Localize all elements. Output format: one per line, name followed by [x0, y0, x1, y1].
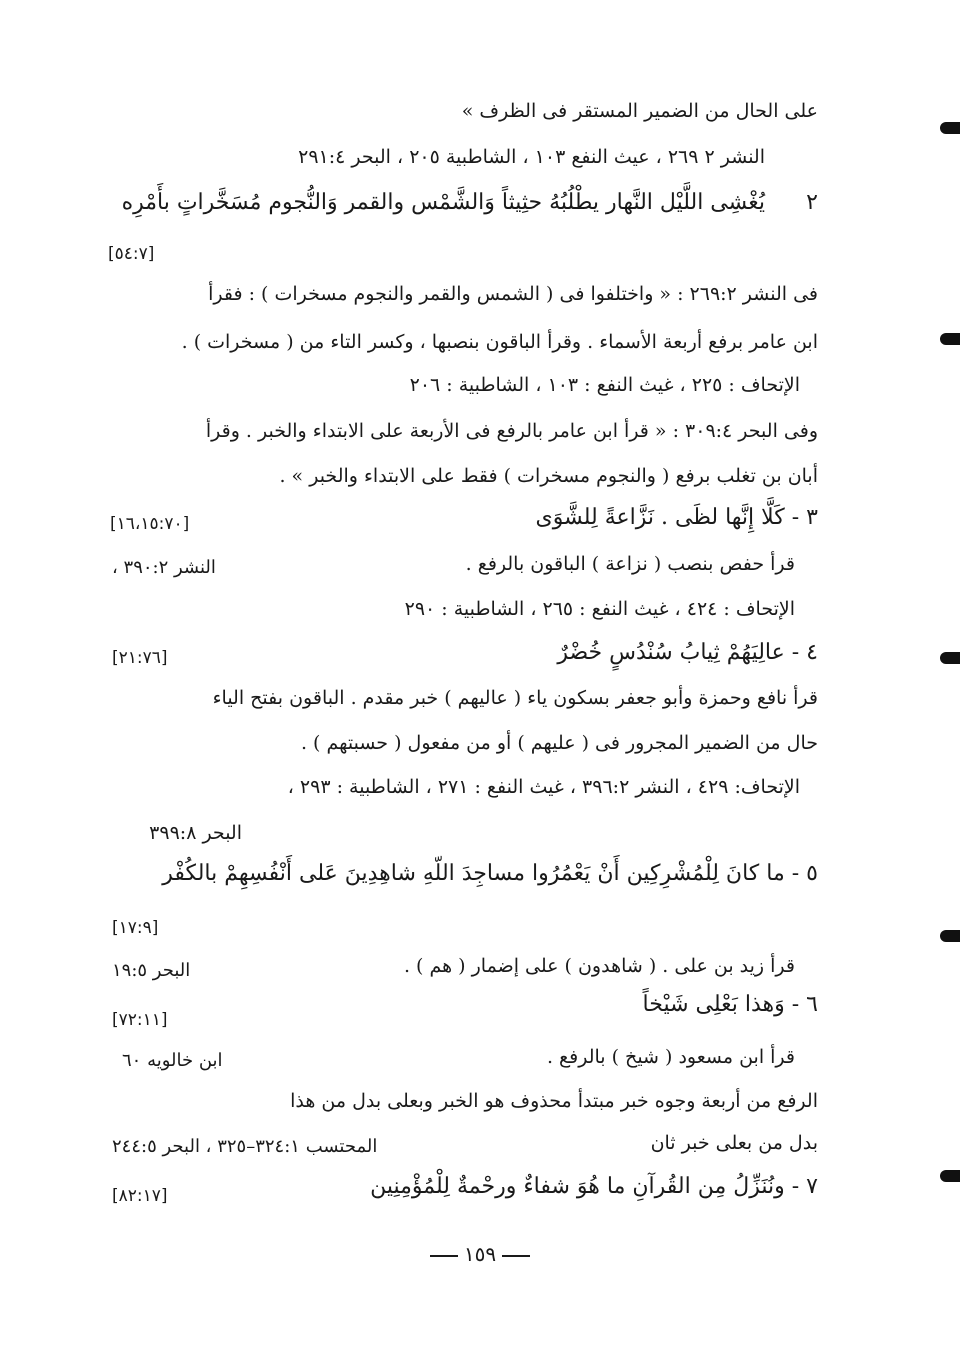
binding-mark	[940, 333, 960, 345]
text-line: حال من الضمير المجرور فى ( عليهم ) أو من مفعول ( حسبتهم ) .	[300, 732, 818, 754]
verse-number: ٢	[806, 190, 818, 215]
verse-reference: [٥٤:٧]	[108, 244, 155, 264]
text-line: أبان بن تغلب برفع ( والنجوم مسخرات ) فقط على الابتداء والخبر » .	[279, 465, 818, 487]
text-line: على الحال من الضمير المستقر فى الظرف »	[461, 100, 818, 122]
text-line: قرأ زيد بن على . ( شاهدون ) على إضمار ( هم ) .	[403, 955, 795, 977]
quran-verse: ٣ - كَلَّا إِنَّها لظَى . نَزَّاعةً لِلشَّوَى	[535, 505, 818, 530]
verse-reference: [١٧:٩]	[112, 918, 159, 938]
text-line: قرأ ابن مسعود ( شيخ ) بالرفع .	[546, 1046, 795, 1068]
verse-reference: [١٦،١٥:٧٠]	[110, 514, 190, 534]
quran-verse: ٥ - ما كانَ لِلْمُشْرِكِين أَنْ يَعْمُرُوا مساجِدَ اللّهِ شاهِدِينَ عَلى أَنْفُسِهِمْ بالكُفْر	[162, 861, 818, 886]
quran-verse: ٤ - عالِيَهُمْ ثِيابُ سُنْدُسٍ خُضْرٌ	[557, 640, 818, 665]
text-line: النشر ٢ ٢٦٩ ، عيث النفع ١٠٣ ، الشاطبية ٢٠٥ ، البحر ٢٩١:٤	[298, 146, 765, 168]
verse-reference: [٢١:٧٦]	[112, 648, 168, 668]
text-line: ابن عامر برفع أربعة الأسماء . وقرأ الباقون بنصبها ، وكسر التاء من ( مسخرات ) .	[181, 331, 818, 353]
text-line: الإتحاف: ٤٢٩ ، النشر ٣٩٦:٢ ، غيث النفع : ٢٧١ ، الشاطبية : ٢٩٣ ،	[287, 776, 800, 798]
page-number	[0, 1242, 960, 1266]
page-number-value: ١٥٩	[463, 1242, 497, 1266]
verse-reference: [٨٢:١٧]	[112, 1186, 168, 1206]
quran-verse: ٧ - ونُنَزِّلُ مِن القُرآنِ ما هُوَ شفاءٌ ورحْمةٌ لِلْمُؤْمِنِين	[370, 1174, 818, 1199]
source-citation: المحتسب ٣٢٤:١–٣٢٥ ، البحر ٢٤٤:٥	[112, 1136, 378, 1157]
source-citation: البحر ١٩:٥	[112, 960, 191, 981]
text-line: الإتحاف : ٢٢٥ ، غيث النفع : ١٠٣ ، الشاطبية : ٢٠٦	[409, 374, 800, 396]
binding-mark	[940, 122, 960, 134]
quran-verse: ٦ - وَهذا بَعْلِى شَيْخاً	[642, 992, 818, 1017]
verse-reference: [٧٢:١١]	[112, 1010, 168, 1030]
text-line: الإتحاف : ٤٢٤ ، غيث النفع : ٢٦٥ ، الشاطبية : ٢٩٠	[404, 598, 795, 620]
text-line: وفى البحر ٣٠٩:٤ : « قرأ ابن عامر بالرفع فى الأربعة على الابتداء والخبر . وقرأ	[205, 420, 818, 442]
text-line: فى النشر ٢٦٩:٢ : « واختلفوا فى ( الشمس والقمر والنجوم مسخرات ) : فقرأ	[208, 283, 818, 305]
text-line: البحر ٣٩٩:٨	[149, 822, 242, 844]
binding-mark	[940, 1170, 960, 1182]
source-citation: النشر ٣٩٠:٢ ،	[112, 557, 216, 578]
binding-mark	[940, 930, 960, 942]
text-line: قرأ حفص بنصب ( نزاعة ) الباقون بالرفع .	[465, 553, 795, 575]
text-line: بدل من بعلى خبر ثان	[650, 1132, 818, 1154]
quran-verse: يُغْشِى اللَّيْل النَّهار يطْلُبُهُ حثِيثاً وَالشَّمْس والقمر وَالنُّجوم مُسَخَّراتٍ بأَمْرِه	[121, 190, 765, 215]
text-line: قرأ نافع وحمزة وأبو جعفر بسكون ياء ( عاليهم ) خبر مقدم . الباقون بفتح الياء	[212, 687, 818, 709]
text-line: الرفع من أربعة وجوه خبر مبتدأ محذوف هو الخبر وبعلى بدل من هذا	[290, 1090, 818, 1112]
binding-mark	[940, 652, 960, 664]
source-citation: ابن خالويه ٦٠	[122, 1050, 223, 1071]
